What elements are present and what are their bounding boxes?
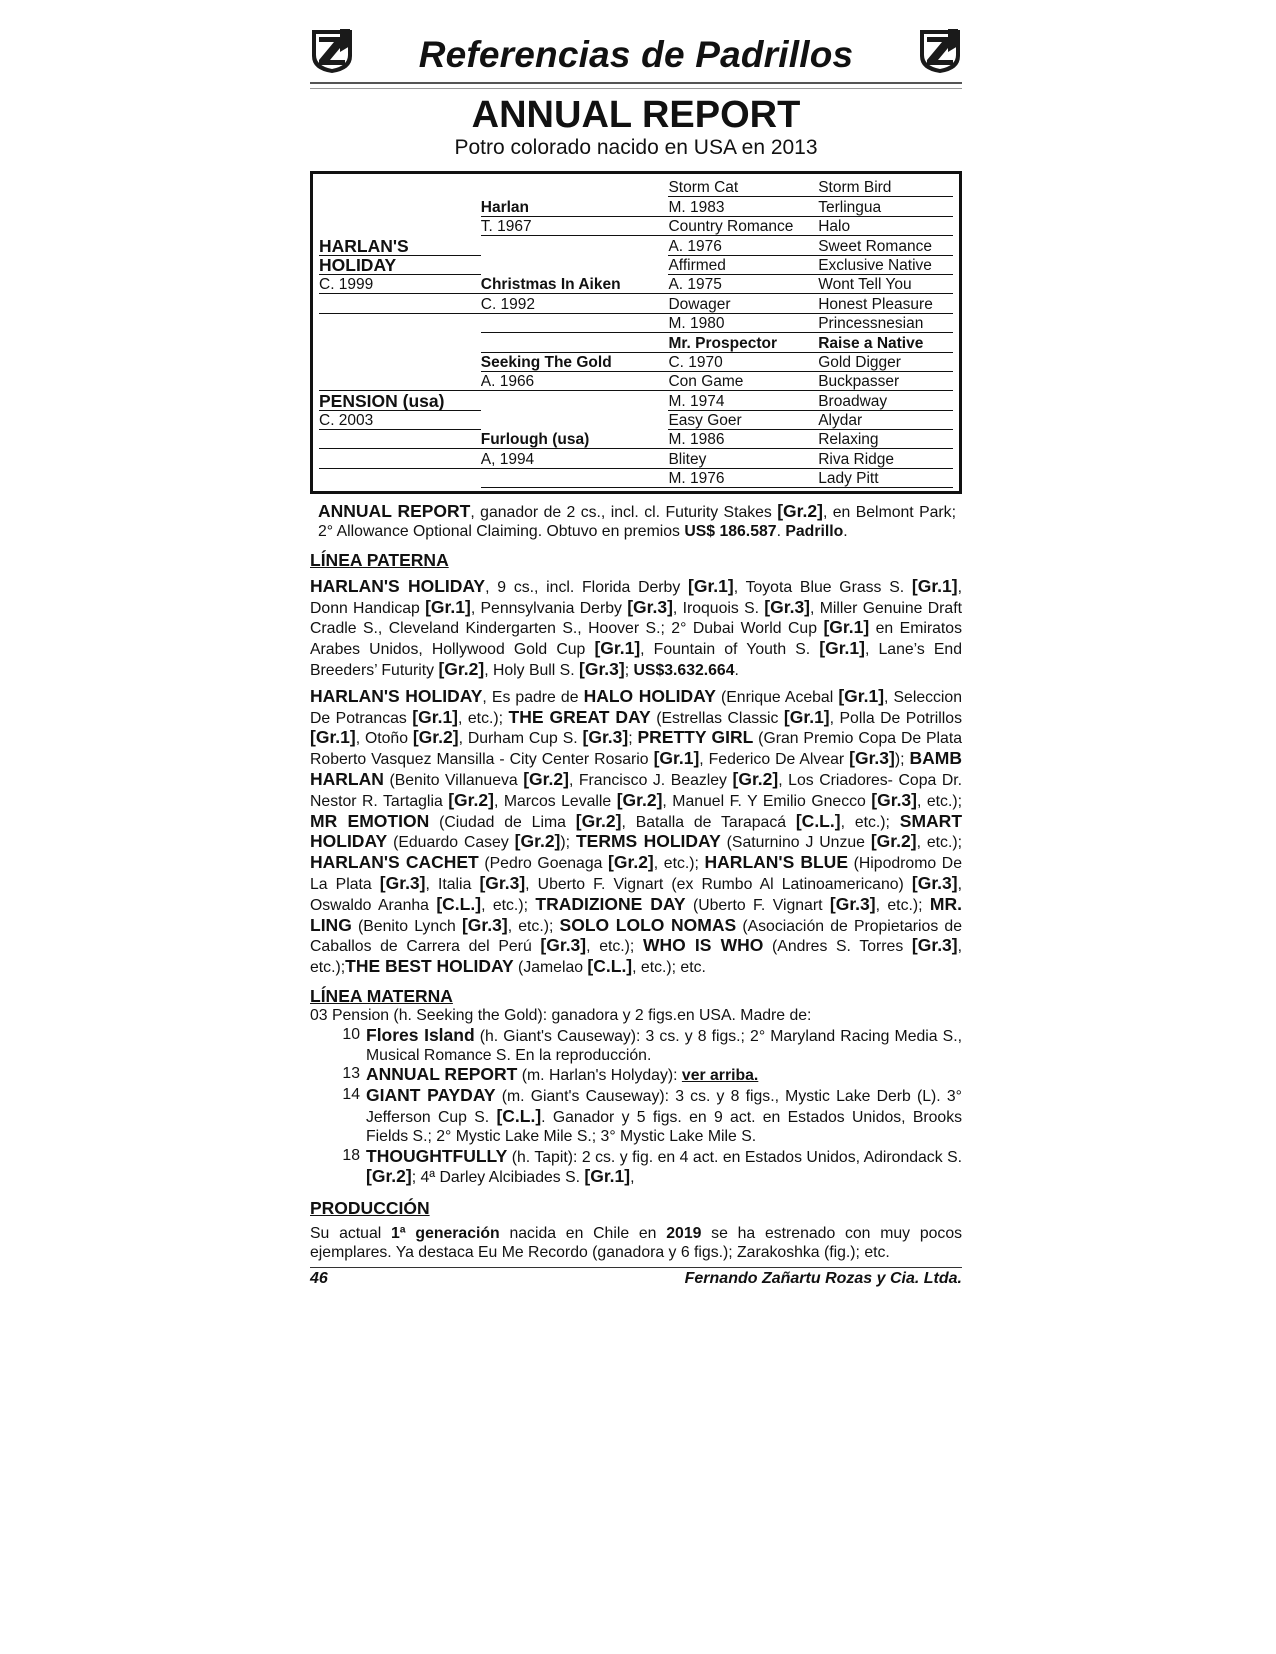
pedigree-cell: Halo [818, 218, 953, 236]
text-run: ); [560, 834, 576, 852]
grade-badge: [Gr.2] [777, 501, 823, 522]
text-run: BAMB HARLAN [310, 748, 962, 790]
foal-list [310, 1026, 962, 1188]
text-run: , etc.); [586, 938, 643, 956]
header-divider [310, 82, 962, 89]
text-run: , Seleccion De Potrancas [310, 688, 963, 727]
text-run: , Iroquois S. [672, 599, 765, 617]
foal-year: 18 [342, 1146, 360, 1164]
pedigree-cell [319, 313, 481, 314]
text-run: [Gr.2] [870, 831, 917, 852]
pedigree-cell: Alydar [818, 412, 953, 430]
text-run: WHO IS WHO [642, 935, 764, 956]
text-run: , Holy Bull S. [484, 662, 579, 680]
pedigree-cell: C. 1992 [481, 296, 669, 314]
text-run: [Gr.3] [829, 893, 876, 914]
pedigree-row [319, 391, 953, 410]
pedigree-row [319, 353, 953, 372]
pedigree-cell: HOLIDAY [319, 257, 481, 275]
text-run: , etc.); [653, 855, 705, 873]
text-run: [Gr.1] [412, 706, 459, 727]
dam-line-title: LÍNEA MATERNA [310, 985, 453, 1006]
text-run: [Gr.1] [819, 638, 865, 659]
text-run: . Ganador y 5 figs. en 9 act. en Estados Unidos, Brooks Fields S.; 2° Mystic Lake Mile S.; 3° Mystic Lake Mile S. [366, 1108, 962, 1145]
pedigree-cell: Sweet Romance [818, 238, 953, 256]
text-run: (Gran Premio Copa De Plata Roberto Vasquez Mansilla - City Center Rosario [310, 730, 962, 769]
text-run: , Otoño [355, 730, 413, 748]
horse-name: ANNUAL REPORT [471, 94, 801, 136]
pedigree-cell: Harlan [481, 199, 669, 217]
pedigree-cell: PENSION (usa) [319, 393, 481, 411]
text-run: [Gr.2] [514, 831, 561, 852]
sire-record-paragraph [310, 577, 962, 681]
sire-line-title: LÍNEA PATERNA [310, 549, 449, 570]
text-run: [Gr.3] [764, 596, 811, 617]
pedigree-cell: Riva Ridge [818, 451, 953, 469]
text-run: HARLAN'S CACHET [310, 852, 479, 873]
text-run: HARLAN'S HOLIDAY [310, 685, 483, 706]
text-run: , Donn Handicap [310, 578, 962, 617]
pedigree-cell: A. 1976 [668, 238, 818, 256]
text-run: , Durham Cup S. [458, 730, 583, 748]
text-run: [Gr.2] [438, 659, 485, 680]
pedigree-cell: C. 1970 [668, 354, 818, 372]
foal-entry [310, 1026, 962, 1066]
production-paragraph [310, 1225, 962, 1263]
text-run: , [630, 1169, 635, 1187]
text-run: (Jamelao [513, 959, 588, 977]
pedigree-row [319, 275, 953, 294]
text-run: , etc.); [481, 896, 536, 914]
foal-text [366, 1086, 962, 1146]
pedigree-cell: Princessnesian [818, 315, 953, 333]
text-run: , etc.); [875, 896, 930, 914]
text-run: TRADIZIONE DAY [535, 893, 686, 914]
pedigree-row [319, 236, 953, 255]
text-run: ; [624, 662, 634, 680]
text-run: 1ª generación [391, 1225, 500, 1243]
pedigree-cell: Dowager [668, 296, 818, 314]
pedigree-row [319, 217, 953, 236]
text-run: HARLAN'S HOLIDAY [310, 575, 486, 596]
text-run: Su actual [310, 1225, 392, 1243]
pedigree-cell: M. 1986 [668, 431, 818, 449]
pedigree-cell: M. 1980 [668, 315, 818, 333]
pedigree-row [319, 449, 953, 468]
text-run: (m. Giant's Causeway): 3 cs. y 8 figs., Mystic Lake Derb (L). 3° Jefferson Cup S. [366, 1088, 962, 1126]
text-run: , Miller Genuine Draft Cradle S., Cleveland Kindergarten S., Hoover S.; 2° Dubai World Cup [310, 599, 962, 638]
pedigree-cell: Mr. Prospector [668, 335, 818, 353]
text-run: TERMS HOLIDAY [575, 831, 721, 852]
text-run: THE GREAT DAY [508, 706, 651, 727]
text-run: [C.L.] [795, 810, 841, 831]
text-run: (Benito Villanueva [383, 772, 524, 790]
text-run: [Gr.3] [911, 873, 958, 893]
foal-entry [310, 1086, 962, 1146]
pedigree-cell: A. 1966 [481, 373, 669, 391]
text-run: ver arriba. [681, 1067, 759, 1085]
text-run: ; [628, 730, 638, 748]
text-run: [Gr.3] [461, 914, 508, 935]
text-run: [Gr.2] [412, 727, 459, 748]
pedigree-cell: Affirmed [668, 257, 818, 275]
pedigree-cell: A, 1994 [481, 451, 669, 469]
text-run: [Gr.1] [584, 1166, 631, 1187]
pedigree-cell: Country Romance [668, 218, 818, 236]
summary-text: . [776, 523, 786, 541]
publisher-name: Fernando Zañartu Rozas y Cia. Ltda. [684, 1269, 962, 1287]
pedigree-cell: Wont Tell You [818, 276, 953, 294]
text-run: . [734, 662, 739, 680]
pedigree-cell: Lady Pitt [818, 470, 953, 488]
horse-description: Potro colorado nacido en USA en 2013 [454, 136, 818, 159]
pedigree-cell: Blitey [668, 451, 818, 469]
foal-text [366, 1147, 962, 1189]
foal-text [366, 1065, 962, 1086]
text-run: , etc.); [507, 917, 560, 935]
pedigree-row [319, 469, 953, 488]
dam-intro: 03 Pension (h. Seeking the Gold): ganadora y 2 figs.en USA. Madre de: [310, 1006, 812, 1024]
text-run: (Pedro Goenaga [478, 855, 609, 873]
text-run: US$3.632.664 [633, 662, 735, 680]
pedigree-cell: Seeking The Gold [481, 354, 669, 372]
summary-text: . [843, 523, 848, 541]
pedigree-cell: Storm Cat [668, 179, 818, 197]
pedigree-table [310, 171, 962, 494]
page-header [310, 22, 962, 80]
text-run: [Gr.1] [425, 596, 471, 617]
pedigree-row [319, 430, 953, 449]
summary-text: , en Belmont Park; 2° Allowance Optional Claiming. Obtuvo en premios [318, 504, 956, 541]
footer-divider [310, 1267, 962, 1268]
pedigree-cell: M. 1983 [668, 199, 818, 217]
text-run: , Oswaldo Aranha [310, 876, 962, 914]
text-run: 2019 [666, 1225, 702, 1243]
text-run: (Andres S. Torres [763, 938, 912, 956]
text-run: (Benito Lynch [351, 917, 462, 935]
pedigree-cell: Honest Pleasure [818, 296, 953, 314]
text-run: (m. Harlan's Holyday): [517, 1067, 682, 1085]
text-run: , Polla De Potrillos [829, 709, 962, 727]
pedigree-row [319, 372, 953, 391]
text-run: en Emiratos Arabes Unidos, Hollywood Gold Cup [310, 620, 962, 659]
text-run: , Los Criadores- Copa Dr. Nestor R. Tartaglia [310, 772, 963, 810]
text-run: [Gr.1] [823, 617, 870, 638]
text-run: [C.L.] [496, 1105, 542, 1126]
text-run: HALO HOLIDAY [583, 685, 716, 706]
text-run: , Es padre de [482, 688, 584, 706]
text-run: [Gr.3] [582, 727, 629, 748]
text-run: SOLO LOLO NOMAS [559, 914, 737, 935]
text-run: [Gr.3] [379, 873, 426, 893]
text-run: (Enrique Acebal [715, 688, 839, 706]
pedigree-cell: Christmas In Aiken [481, 276, 669, 294]
text-run: , Batalla de Tarapacá [621, 813, 796, 831]
text-run: THE BEST HOLIDAY [345, 956, 514, 977]
pedigree-cell: Con Game [668, 373, 818, 391]
text-run: [Gr.2] [448, 789, 494, 810]
summary-text: , ganador de 2 cs., incl. cl. Futurity Stakes [470, 504, 778, 522]
pedigree-cell [319, 448, 481, 449]
text-run: [Gr.3] [871, 789, 917, 810]
foal-text [366, 1026, 962, 1066]
pedigree-cell: Gold Digger [818, 354, 953, 372]
pedigree-cell [481, 332, 669, 333]
text-run: , Lane’s End Breeders’ Futurity [310, 641, 962, 680]
text-run: [Gr.2] [608, 852, 654, 873]
pedigree-cell: Easy Goer [668, 412, 818, 430]
text-run: (Saturnino J Unzue [720, 834, 871, 852]
sire-progeny-paragraph [310, 687, 962, 978]
text-run: , Francisco J. Beazley [568, 772, 733, 790]
pedigree-cell: Furlough (usa) [481, 431, 669, 449]
summary-paragraph [318, 502, 956, 542]
pedigree-cell: Relaxing [818, 431, 953, 449]
text-run: [C.L.] [587, 956, 633, 977]
pedigree-cell [319, 390, 481, 391]
text-run: THOUGHTFULLY [366, 1145, 508, 1166]
pedigree-cell: M. 1976 [668, 470, 818, 488]
text-run: , etc.); [840, 813, 900, 831]
text-run: , Fountain of Youth S. [640, 641, 820, 659]
text-run: , etc.); etc. [632, 959, 706, 977]
text-run: MR EMOTION [310, 810, 430, 831]
text-run: ; 4ª Darley Alcibiades S. [411, 1169, 585, 1187]
text-run: , Federico De Alvear [699, 751, 850, 769]
text-run: [Gr.3] [540, 935, 587, 956]
text-run: , etc.); [916, 834, 962, 852]
pedigree-row [319, 256, 953, 275]
text-run: Flores Island [366, 1024, 475, 1045]
text-run: [Gr.2] [575, 810, 622, 831]
text-run: ); [894, 751, 910, 769]
text-run: PRETTY GIRL [637, 727, 754, 748]
pedigree-row [319, 197, 953, 216]
text-run: nacida en Chile en [499, 1225, 667, 1243]
text-run: ANNUAL REPORT [366, 1064, 518, 1085]
pedigree-cell [481, 487, 669, 488]
text-run: , 9 cs., incl. Florida Derby [485, 578, 688, 596]
pedigree-cell: A. 1975 [668, 276, 818, 294]
pedigree-cell: T. 1967 [481, 218, 669, 236]
text-run: (Asociación de Propietarios de Caballos de Carrera del Perú [310, 917, 962, 956]
pedigree-cell: HARLAN'S [319, 238, 481, 256]
text-run: , etc.); [310, 938, 963, 977]
text-run: (Ciudad de Lima [429, 813, 576, 831]
text-run: [C.L.] [436, 893, 482, 914]
pedigree-cell: Exclusive Native [818, 257, 953, 275]
pedigree-row [319, 333, 953, 352]
pedigree-cell: Broadway [818, 393, 953, 411]
pedigree-cell: C. 2003 [319, 412, 481, 430]
pedigree-cell: Raise a Native [818, 335, 953, 353]
text-run: (Hipodromo De La Plata [310, 855, 962, 893]
text-run: [Gr.1] [594, 638, 641, 659]
summary-horse-name: ANNUAL REPORT [318, 501, 471, 522]
text-run: [Gr.1] [838, 685, 885, 706]
text-run: MR. LING [310, 893, 962, 935]
text-run: (Eduardo Casey [387, 834, 515, 852]
pedigree-cell: Terlingua [818, 199, 953, 217]
text-run: , Italia [425, 876, 480, 893]
text-run: [Gr.1] [783, 706, 830, 727]
text-run: [Gr.3] [911, 935, 958, 956]
pedigree-row [319, 314, 953, 333]
pedigree-cell: M. 1974 [668, 393, 818, 411]
text-run: [Gr.3] [627, 596, 673, 617]
pedigree-cell: Storm Bird [818, 179, 953, 197]
pedigree-row [319, 294, 953, 313]
foal-year: 10 [342, 1025, 360, 1043]
text-run: [Gr.3] [849, 748, 895, 769]
text-run: GIANT PAYDAY [366, 1085, 496, 1106]
page [310, 22, 962, 1288]
pedigree-cell [481, 352, 669, 353]
text-run: HARLAN'S BLUE [704, 852, 848, 873]
text-run: [Gr.3] [579, 659, 625, 680]
text-run: [Gr.2] [616, 789, 663, 810]
text-run: [Gr.1] [310, 727, 356, 748]
foal-year: 13 [342, 1065, 360, 1083]
text-run: , Manuel F. Y Emilio Gnecco [662, 792, 872, 810]
production-title: PRODUCCIÓN [310, 1198, 430, 1219]
text-run: (Estrellas Classic [650, 709, 784, 727]
header-title: Referencias de Padrillos [418, 34, 854, 75]
text-run: , Toyota Blue Grass S. [733, 578, 912, 596]
status-label: Padrillo [785, 523, 844, 541]
text-run: , Uberto F. Vignart (ex Rumbo Al Latinoamericano) [525, 876, 912, 893]
text-run: [Gr.2] [732, 769, 779, 790]
prize-amount: US$ 186.587 [684, 523, 777, 541]
text-run: , etc.); [917, 792, 962, 810]
text-run: [Gr.1] [688, 575, 734, 596]
text-run: SMART HOLIDAY [310, 810, 963, 852]
text-run: [Gr.3] [479, 873, 526, 893]
foal-entry [310, 1065, 962, 1086]
pedigree-cell: Buckpasser [818, 373, 953, 391]
text-run: [Gr.2] [366, 1166, 412, 1187]
foal-entry [310, 1147, 962, 1189]
page-footer [310, 1270, 962, 1288]
page-number: 46 [310, 1269, 328, 1287]
text-run: (Uberto F. Vignart [685, 896, 830, 914]
pedigree-row [319, 178, 953, 197]
foal-year: 14 [342, 1086, 360, 1104]
text-run: (h. Tapit): 2 cs. y fig. en 4 act. en Estados Unidos, Adirondack S. [507, 1148, 962, 1166]
text-run: [Gr.1] [653, 748, 700, 769]
text-run: , Pennsylvania Derby [470, 599, 628, 617]
text-run: se ha estrenado con muy pocos ejemplares. Ya destaca Eu Me Recordo (ganadora y 6 figs.); Zarakoshka (fig.); etc. [310, 1225, 962, 1261]
text-run: , Marcos Levalle [493, 792, 617, 810]
pedigree-cell: C. 1999 [319, 276, 481, 294]
pedigree-cell [319, 468, 481, 469]
text-run: , etc.); [458, 709, 509, 727]
text-run: [Gr.1] [911, 575, 958, 596]
text-run: [Gr.2] [523, 769, 569, 790]
pedigree-row [319, 411, 953, 430]
text-run: (h. Giant's Causeway): 3 cs. y 8 figs.; 2° Maryland Racing Media S., Musical Romance S. En la reproducción. [366, 1027, 962, 1064]
publisher-logo-icon [918, 26, 962, 74]
